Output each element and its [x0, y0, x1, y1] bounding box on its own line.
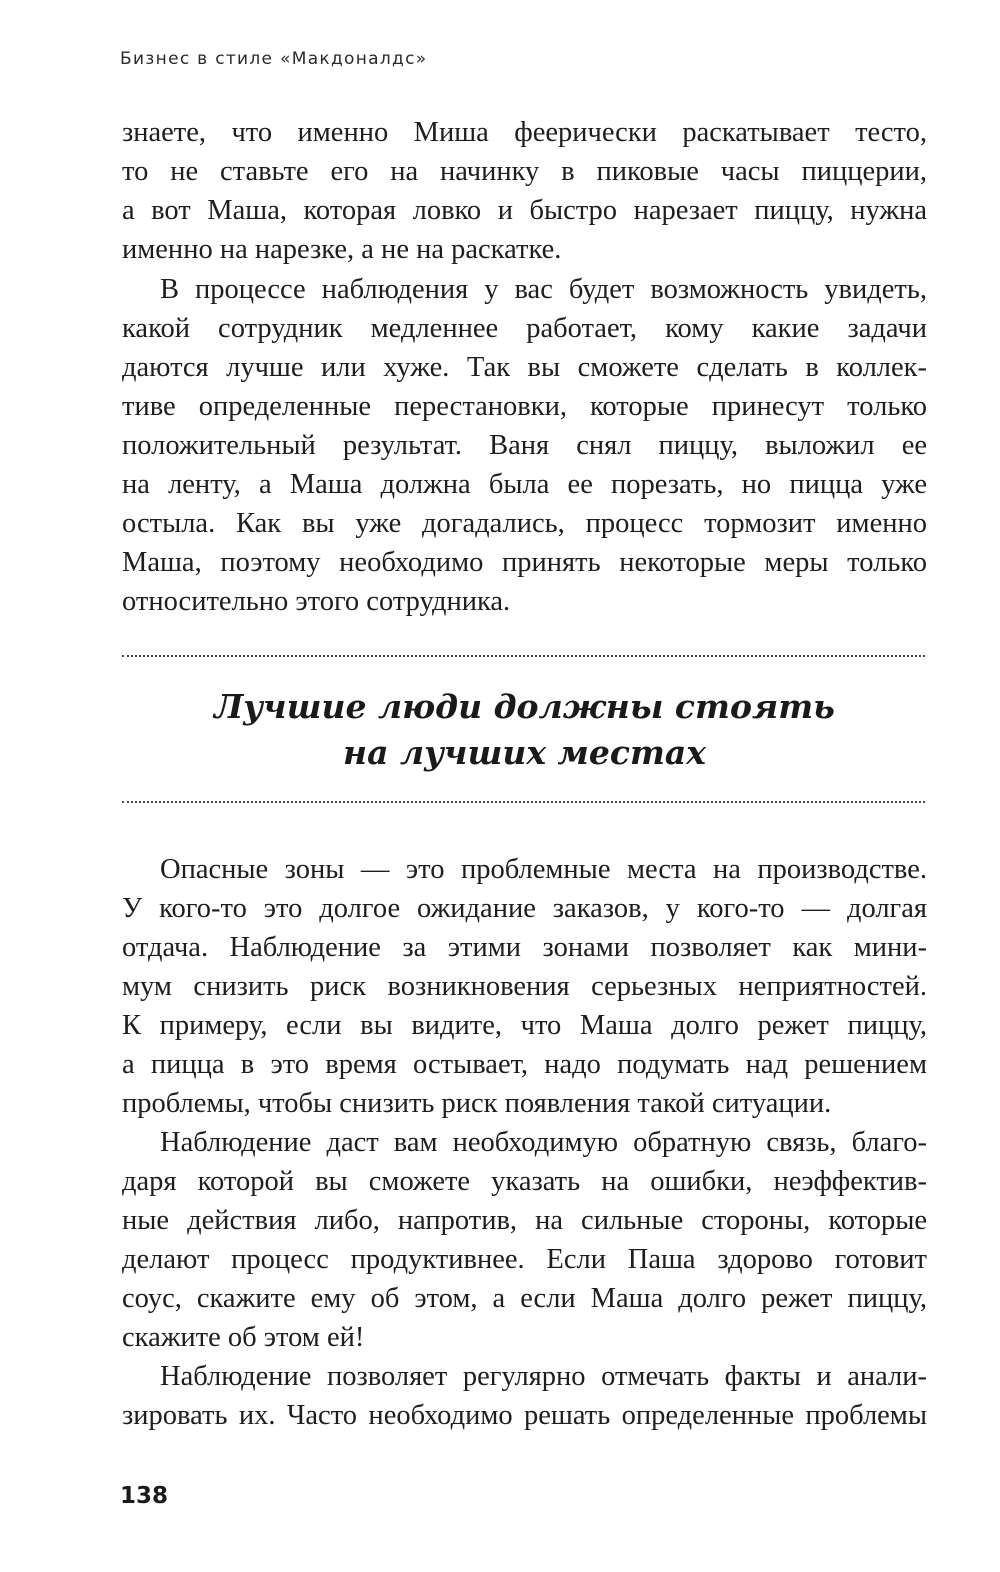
text-line: Маша, поэтому необходимо принять некоторые меры только [122, 547, 927, 578]
heading-line: на лучших местах [343, 733, 706, 772]
text-line: ные действия либо, напротив, на сильные стороны, которые [122, 1205, 927, 1236]
running-head: Бизнес в стиле «Макдоналдс» [120, 49, 428, 69]
heading-line: Лучшие люди должны стоять [214, 687, 835, 726]
paragraph-2 [122, 270, 927, 621]
text-line: остыла. Как вы уже догадались, процесс тормозит именно [122, 508, 927, 539]
section-heading [122, 684, 927, 776]
paragraph-4 [122, 1123, 927, 1357]
paragraph-5 [122, 1357, 927, 1435]
text-line: Наблюдение позволяет регулярно отмечать факты и анали- [160, 1361, 927, 1392]
text-line: какой сотрудник медленнее работает, кому какие задачи [122, 313, 927, 344]
text-line: У кого-то это долгое ожидание заказов, у кого-то — долгая [122, 893, 927, 924]
text-line: а пицца в это время остывает, надо подумать над решением [122, 1049, 927, 1080]
text-line: знаете, что именно Миша феерически раскатывает тесто, [122, 117, 927, 148]
text-line: Наблюдение даст вам необходимую обратную связь, благо- [160, 1127, 927, 1158]
text-line: делают процесс продуктивнее. Если Паша здорово готовит [122, 1244, 927, 1275]
dotted-divider-top [122, 655, 925, 657]
text-line: К примеру, если вы видите, что Маша долго режет пиццу, [122, 1010, 927, 1041]
text-line: даются лучше или хуже. Так вы сможете сделать в коллек- [122, 352, 927, 383]
paragraph-1 [122, 113, 927, 269]
text-line: на ленту, а Маша должна была ее порезать, но пицца уже [122, 469, 927, 500]
text-line: тиве определенные перестановки, которые принесут только [122, 391, 927, 422]
text-line: именно на нарезке, а не на раскатке. [122, 234, 562, 265]
text-line: проблемы, чтобы снизить риск появления такой ситуации. [122, 1088, 832, 1119]
text-line: соус, скажите ему об этом, а если Маша долго режет пиццу, [122, 1283, 927, 1314]
text-line: относительно этого сотрудника. [122, 586, 511, 617]
text-line: зировать их. Часто необходимо решать определенные проблемы [122, 1400, 927, 1431]
text-line: В процессе наблюдения у вас будет возможность увидеть, [160, 274, 927, 305]
text-line: Опасные зоны — это проблемные места на производстве. [160, 854, 927, 885]
text-line: мум снизить риск возникновения серьезных неприятностей. [122, 971, 927, 1002]
text-line: то не ставьте его на начинку в пиковые часы пиццерии, [122, 156, 927, 187]
text-line: а вот Маша, которая ловко и быстро нарезает пиццу, нужна [122, 195, 927, 226]
text-line: положительный результат. Ваня снял пиццу, выложил ее [122, 430, 927, 461]
dotted-divider-bottom [122, 801, 925, 803]
text-line: даря которой вы сможете указать на ошибки, неэффектив- [122, 1166, 927, 1197]
page-number: 138 [120, 1483, 169, 1509]
paragraph-3 [122, 850, 927, 1123]
text-line: скажите об этом ей! [122, 1322, 365, 1353]
text-line: отдача. Наблюдение за этими зонами позволяет как мини- [122, 932, 927, 963]
